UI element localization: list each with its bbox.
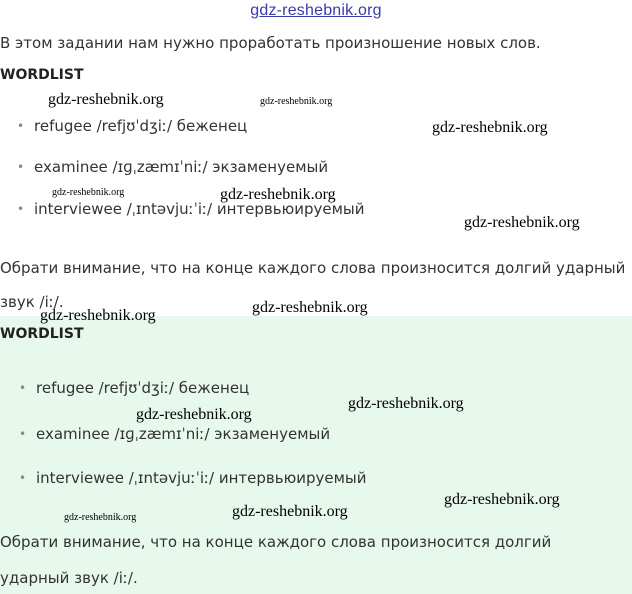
watermark: gdz-reshebnik.org: [136, 406, 252, 423]
word-item-interviewee: • interviewee /ˌɪntəvjuːˈiː/ интервьюируемый: [34, 200, 365, 218]
answer-panel: [0, 316, 632, 594]
wordlist-heading-2: WORDLIST: [0, 326, 84, 342]
note-line-3: Обрати внимание, что на конце каждого слова произносится долгий: [0, 533, 552, 551]
watermark: gdz-reshebnik.org: [64, 512, 137, 523]
note-line-1: Обрати внимание, что на конце каждого слова произносится долгий ударный: [0, 259, 626, 277]
watermark: gdz-reshebnik.org: [232, 503, 348, 520]
intro-text: В этом задании нам нужно проработать произношение новых слов.: [0, 34, 541, 52]
note-line-4: ударный звук /iː/.: [0, 569, 138, 587]
watermark: gdz-reshebnik.org: [444, 491, 560, 508]
watermark: gdz-reshebnik.org: [52, 187, 125, 198]
word-item-examinee: • examinee /ɪɡˌzæmɪˈniː/ экзаменуемый: [34, 158, 328, 176]
word-item-interviewee-2: • interviewee /ˌɪntəvjuːˈiː/ интервьюируемый: [36, 469, 367, 487]
word-item-refugee-2: • refugee /refjʊˈdʒiː/ беженец: [36, 379, 249, 397]
watermark: gdz-reshebnik.org: [252, 299, 368, 316]
word-item-examinee-2: • examinee /ɪɡˌzæmɪˈniː/ экзаменуемый: [36, 425, 330, 443]
watermark: gdz-reshebnik.org: [220, 186, 336, 203]
watermark: gdz-reshebnik.org: [464, 214, 580, 231]
watermark: gdz-reshebnik.org: [260, 96, 333, 107]
watermark: gdz-reshebnik.org: [348, 395, 464, 412]
wordlist-heading-1: WORDLIST: [0, 67, 84, 83]
word-item-refugee: • refugee /refjʊˈdʒiː/ беженец: [34, 117, 247, 135]
note-line-2: звук /iː/.: [0, 293, 64, 311]
watermark: gdz-reshebnik.org: [432, 119, 548, 136]
watermark: gdz-reshebnik.org: [40, 307, 156, 324]
site-header-link[interactable]: gdz-reshebnik.org: [250, 2, 382, 19]
watermark: gdz-reshebnik.org: [48, 91, 164, 108]
